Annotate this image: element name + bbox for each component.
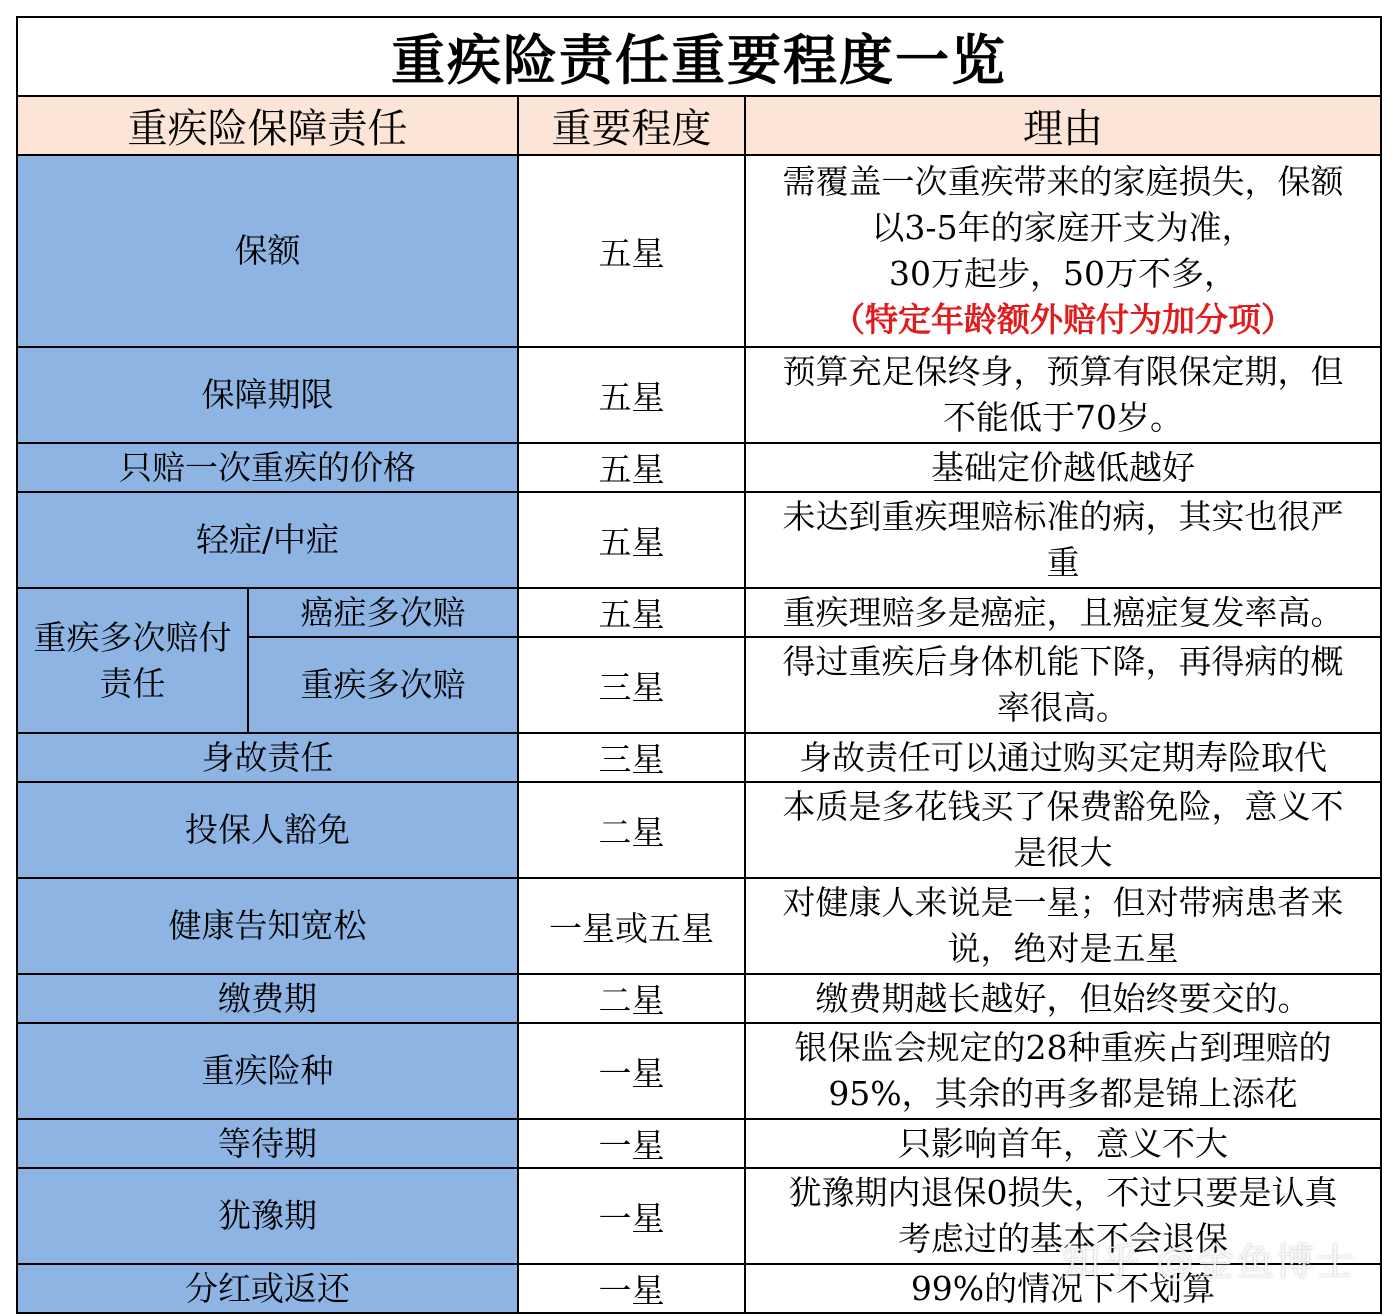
- reason-highlight: （特定年龄额外赔付为加分项）: [832, 300, 1294, 339]
- reason-line: 未达到重疾理赔标准的病，其实也很严: [782, 497, 1344, 536]
- row-name: 癌症多次赔: [248, 588, 518, 637]
- reason-line: 不能低于70岁。: [943, 398, 1183, 437]
- row-level: 五星: [518, 155, 745, 347]
- table-row: [17, 347, 1381, 443]
- reason-line: 缴费期越长越好，但始终要交的。: [815, 978, 1311, 1018]
- reason-line: 率很高。: [997, 688, 1129, 727]
- reason-line: 99%的情况下不划算: [910, 1268, 1216, 1308]
- row-level: 五星: [518, 347, 745, 443]
- reason-line: 95%，其余的再多都是锦上添花: [828, 1074, 1298, 1113]
- row-name: 轻症/中症: [17, 492, 518, 588]
- row-name: 身故责任: [17, 733, 518, 782]
- row-name: 等待期: [17, 1119, 518, 1168]
- importance-table: [16, 16, 1382, 1314]
- reason-line: 犹豫期内退保0损失，不过只要是认真: [788, 1173, 1338, 1212]
- title-row: [17, 17, 1381, 96]
- row-name: 犹豫期: [17, 1168, 518, 1264]
- row-reason: [745, 588, 1381, 637]
- row-reason: [745, 733, 1381, 782]
- reason-line: 重疾理赔多是癌症，且癌症复发率高。: [782, 592, 1344, 632]
- table-row: [17, 492, 1381, 588]
- reason-line: 说，绝对是五星: [947, 929, 1179, 968]
- row-reason: [745, 1023, 1381, 1119]
- row-name: 投保人豁免: [17, 782, 518, 878]
- reason-line: 30万起步，50万不多，: [889, 254, 1237, 293]
- row-reason: [745, 974, 1381, 1023]
- table-title: 重疾险责任重要程度一览: [17, 17, 1381, 96]
- header-row: [17, 96, 1381, 155]
- row-name: 缴费期: [17, 974, 518, 1023]
- row-level: 一星: [518, 1264, 745, 1313]
- row-reason: [745, 155, 1381, 347]
- row-name: 保额: [17, 155, 518, 347]
- reason-line: 身故责任可以通过购买定期寿险取代: [799, 737, 1327, 777]
- table-row: [17, 155, 1381, 347]
- row-name: 只赔一次重疾的价格: [17, 443, 518, 492]
- table-row: [17, 782, 1381, 878]
- header-responsibility: 重疾险保障责任: [17, 96, 518, 155]
- row-name: 重疾多次赔: [248, 637, 518, 733]
- row-reason: [745, 1119, 1381, 1168]
- table-row: [17, 733, 1381, 782]
- group-name-line: 重疾多次赔付: [33, 617, 232, 657]
- row-reason: [745, 347, 1381, 443]
- row-level: 三星: [518, 733, 745, 782]
- row-level: 五星: [518, 443, 745, 492]
- group-name-line: 责任: [99, 663, 166, 703]
- table-row: [17, 588, 1381, 637]
- reason-line: 只影响首年，意义不大: [898, 1123, 1228, 1163]
- reason-line: 重: [1046, 543, 1080, 582]
- table-row: [17, 443, 1381, 492]
- reason-line: 是很大: [1013, 833, 1113, 872]
- zhihu-watermark: 知乎 @金鱼博士: [1061, 1240, 1356, 1284]
- reason-line: 考虑过的基本不会退保: [898, 1219, 1228, 1258]
- table-row: [17, 1023, 1381, 1119]
- importance-table-sheet: [16, 16, 1380, 1314]
- reason-line: 基础定价越低越好: [931, 447, 1195, 487]
- row-name: 保障期限: [17, 347, 518, 443]
- reason-line: 预算充足保终身，预算有限保定期，但: [782, 352, 1344, 391]
- table-row: [17, 1119, 1381, 1168]
- row-reason: [745, 782, 1381, 878]
- header-reason: 理由: [745, 96, 1381, 155]
- reason-line: 以3-5年的家庭开支为准，: [871, 208, 1255, 247]
- row-level: 二星: [518, 782, 745, 878]
- reason-line: 对健康人来说是一星；但对带病患者来: [782, 883, 1344, 922]
- row-reason: [745, 878, 1381, 974]
- header-importance: 重要程度: [518, 96, 745, 155]
- row-reason: [745, 443, 1381, 492]
- row-level: 一星: [518, 1168, 745, 1264]
- row-name: 重疾险种: [17, 1023, 518, 1119]
- group-name: [17, 588, 248, 733]
- row-reason: [745, 637, 1381, 733]
- reason-line: 需覆盖一次重疾带来的家庭损失，保额: [782, 162, 1344, 201]
- row-level: 五星: [518, 492, 745, 588]
- reason-line: 银保监会规定的28种重疾占到理赔的: [794, 1028, 1332, 1067]
- row-level: 三星: [518, 637, 745, 733]
- row-name: 分红或返还: [17, 1264, 518, 1313]
- table-row: [17, 974, 1381, 1023]
- row-level: 一星: [518, 1023, 745, 1119]
- row-level: 二星: [518, 974, 745, 1023]
- row-level: 一星: [518, 1119, 745, 1168]
- row-level: 一星或五星: [518, 878, 745, 974]
- reason-line: 本质是多花钱买了保费豁免险，意义不: [782, 787, 1344, 826]
- row-level: 五星: [518, 588, 745, 637]
- row-reason: [745, 492, 1381, 588]
- reason-line: 得过重疾后身体机能下降，再得病的概: [782, 642, 1344, 681]
- table-row: [17, 878, 1381, 974]
- row-name: 健康告知宽松: [17, 878, 518, 974]
